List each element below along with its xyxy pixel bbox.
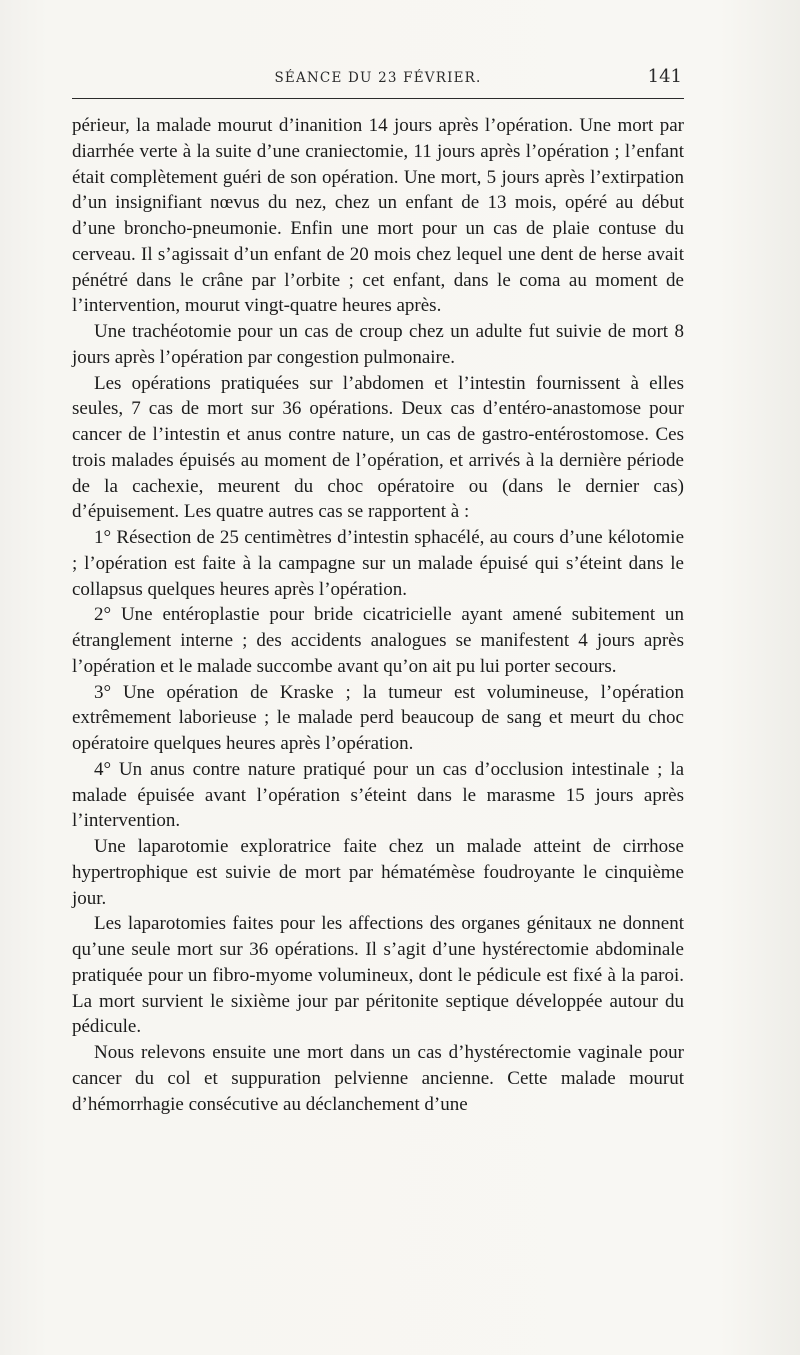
running-title: SÉANCE DU 23 FÉVRIER.: [274, 70, 482, 86]
paragraph-item-3: 3° Une opération de Kraske ; la tumeur est volumineuse, l’opération extrêmement laborieuse ; le malade perd beaucoup de sang et meurt du choc opératoire quelques heures après l’opération.: [72, 681, 684, 754]
page-number: 141: [647, 66, 682, 87]
paragraph-organes-genitaux: Les laparotomies faites pour les affections des organes génitaux ne donnent qu’une seule mort sur 36 opérations. Il s’agit d’une hystérectomie abdominale pratiquée pour un fibro-myome volumineux, dont le pédicule est fixé à la paroi. La mort survient le sixième jour par péritonite septique développée autour du pédicule.: [72, 913, 684, 1038]
body-text: [72, 113, 684, 1117]
paragraph-item-2: 2° Une entéroplastie pour bride cicatricielle ayant amené subitement un étranglement interne ; des accidents analogues se manifestent 4 jours après l’opération et le malade succombe avant qu’on ait pu lui porter secours.: [72, 604, 684, 677]
paragraph-abdomen: Les opérations pratiquées sur l’abdomen et l’intestin fournissent à elles seules, 7 cas de mort sur 36 opérations. Deux cas d’entéro-anastomose pour cancer de l’intestin et anus contre nature, un cas de gastro-entérostomose. Ces trois malades épuisés au moment de l’opération, et arrivés à la dernière période de la cachexie, meurent du choc opératoire ou (dans le dernier cas) d’épuisement. Les quatre autres cas se rapportent à :: [72, 372, 684, 523]
paragraph-continuation: périeur, la malade mourut d’inanition 14 jours après l’opération. Une mort par diarrhée verte à la suite d’une craniectomie, 11 jours après l’opération ; l’enfant était complètement guéri de son opération. Une mort, 5 jours après l’extirpation d’un insignifiant nœvus du nez, chez un enfant de 13 mois, opéré au début d’une broncho-pneumonie. Enfin une mort pour un cas de plaie contuse du cerveau. Il s’agissait d’un enfant de 20 mois chez lequel une dent de herse avait pénétré dans le crâne par l’orbite ; cet enfant, dans le coma au moment de l’intervention, mourut vingt-quatre heures après.: [72, 115, 684, 317]
paragraph-laparotomie-exploratrice: Une laparotomie exploratrice faite chez un malade atteint de cirrhose hypertrophique est suivie de mort par hématémèse foudroyante le cinquième jour.: [72, 836, 684, 909]
header-rule: [72, 98, 684, 99]
paragraph-tracheotomie: Une trachéotomie pour un cas de croup chez un adulte fut suivie de mort 8 jours après l’opération par congestion pulmonaire.: [72, 321, 684, 368]
paragraph-item-4: 4° Un anus contre nature pratiqué pour un cas d’occlusion intestinale ; la malade épuisée avant l’opération s’éteint dans le marasme 15 jours après l’intervention.: [72, 758, 684, 832]
paragraph-hysterectomie-vaginale: Nous relevons ensuite une mort dans un cas d’hystérectomie vaginale pour cancer du col et suppuration pelvienne ancienne. Cette malade mourut d’hémorrhagie consécutive au déclanchement d’une: [72, 1042, 684, 1115]
page-header: [72, 64, 684, 90]
paragraph-item-1: 1° Résection de 25 centimètres d’intestin sphacélé, au cours d’une kélotomie ; l’opération est faite à la campagne sur un malade épuisé qui s’éteint dans le collapsus quelques heures après l’opération.: [72, 527, 684, 600]
